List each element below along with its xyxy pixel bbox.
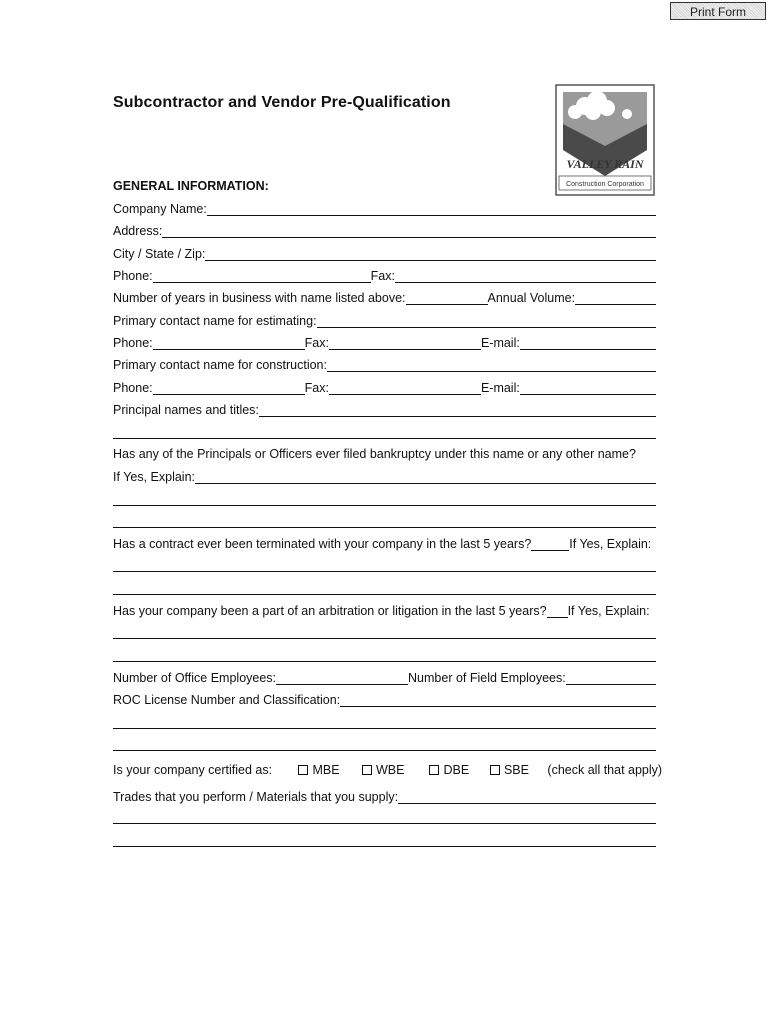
contact-estimating-label: Primary contact name for estimating: xyxy=(113,314,317,328)
contact-construction-field[interactable] xyxy=(327,359,656,372)
phone-label: Phone: xyxy=(113,381,153,395)
estimating-email-field[interactable] xyxy=(520,337,656,350)
contact-estimating-row xyxy=(113,312,656,328)
trades-line-1[interactable] xyxy=(113,823,656,824)
if-yes-explain-label: If Yes, Explain: xyxy=(569,537,652,551)
sbe-label: SBE xyxy=(503,763,529,777)
principals-field[interactable] xyxy=(259,404,656,417)
construction-email-field[interactable] xyxy=(520,382,656,395)
bankruptcy-explain-row xyxy=(113,468,656,484)
estimating-phone-field[interactable] xyxy=(153,337,305,350)
trades-field[interactable] xyxy=(398,791,656,804)
dbe-checkbox[interactable] xyxy=(429,765,439,775)
arbitration-answer-field[interactable] xyxy=(547,605,568,618)
terminated-line-2[interactable] xyxy=(113,594,656,595)
print-form-button[interactable]: Print Form xyxy=(670,2,766,20)
contact-estimating-field[interactable] xyxy=(317,315,656,328)
contact-construction-row xyxy=(113,356,656,372)
arbitration-question: Has your company been a part of an arbitration or litigation in the last 5 years? xyxy=(113,604,547,618)
principals-label: Principal names and titles: xyxy=(113,403,259,417)
dbe-label: DBE xyxy=(443,763,470,777)
address-label: Address: xyxy=(113,224,163,238)
construction-phone-field[interactable] xyxy=(153,382,305,395)
office-employees-field[interactable] xyxy=(276,672,408,685)
phone-field[interactable] xyxy=(153,270,371,283)
arbitration-line-2[interactable] xyxy=(113,661,656,662)
terminated-line-1[interactable] xyxy=(113,571,656,572)
page-title: Subcontractor and Vendor Pre-Qualification xyxy=(113,94,451,111)
annual-volume-label: Annual Volume: xyxy=(487,291,576,305)
certification-row xyxy=(113,763,662,777)
years-in-business-label: Number of years in business with name listed above: xyxy=(113,291,406,305)
roc-license-label: ROC License Number and Classification: xyxy=(113,693,341,707)
if-yes-explain-label: If Yes, Explain: xyxy=(113,470,196,484)
phone-label: Phone: xyxy=(113,269,153,283)
fax-field[interactable] xyxy=(395,270,656,283)
estimating-phone-row xyxy=(113,334,656,350)
address-row xyxy=(113,222,656,238)
roc-license-line-1[interactable] xyxy=(113,728,656,729)
principals-extra-line[interactable] xyxy=(113,438,656,439)
phone-label: Phone: xyxy=(113,336,153,350)
trades-label: Trades that you perform / Materials that you supply: xyxy=(113,790,399,804)
contact-construction-label: Primary contact name for construction: xyxy=(113,358,327,372)
company-name-field[interactable] xyxy=(207,203,656,216)
field-employees-field[interactable] xyxy=(566,672,656,685)
field-employees-label: Number of Field Employees: xyxy=(408,671,566,685)
mbe-checkbox[interactable] xyxy=(298,765,308,775)
section-heading: GENERAL INFORMATION: xyxy=(113,179,269,193)
fax-label: Fax: xyxy=(370,269,395,283)
fax-label: Fax: xyxy=(304,381,329,395)
svg-text:Construction Corporation: Construction Corporation xyxy=(566,181,644,188)
bankruptcy-line-1[interactable] xyxy=(113,505,656,506)
arbitration-row xyxy=(113,602,656,618)
svg-text:VALLEY RAIN: VALLEY RAIN xyxy=(566,157,644,171)
roc-license-field[interactable] xyxy=(340,694,656,707)
mbe-label: MBE xyxy=(312,763,340,777)
wbe-checkbox[interactable] xyxy=(362,765,372,775)
email-label: E-mail: xyxy=(480,336,520,350)
company-name-label: Company Name: xyxy=(113,202,207,216)
principals-row xyxy=(113,401,656,417)
wbe-label: WBE xyxy=(375,763,405,777)
bankruptcy-explain-field[interactable] xyxy=(195,471,656,484)
certification-note: (check all that apply) xyxy=(547,763,663,777)
annual-volume-field[interactable] xyxy=(575,292,656,305)
roc-license-line-2[interactable] xyxy=(113,750,656,751)
terminated-answer-field[interactable] xyxy=(531,538,569,551)
trades-row xyxy=(113,788,656,804)
employees-row xyxy=(113,669,656,685)
city-state-zip-field[interactable] xyxy=(205,248,656,261)
city-state-zip-row xyxy=(113,245,656,261)
terminated-row xyxy=(113,535,656,551)
sbe-checkbox[interactable] xyxy=(490,765,500,775)
terminated-question: Has a contract ever been terminated with your company in the last 5 years? xyxy=(113,537,532,551)
years-volume-row xyxy=(113,289,656,305)
construction-fax-field[interactable] xyxy=(329,382,481,395)
construction-phone-row xyxy=(113,379,656,395)
valley-rain-logo xyxy=(555,84,655,196)
roc-license-row xyxy=(113,691,656,707)
address-field[interactable] xyxy=(162,225,656,238)
fax-label: Fax: xyxy=(304,336,329,350)
estimating-fax-field[interactable] xyxy=(329,337,481,350)
if-yes-explain-label: If Yes, Explain: xyxy=(567,604,650,618)
bankruptcy-question: Has any of the Principals or Officers ever filed bankruptcy under this name or any other name? xyxy=(113,447,636,461)
years-in-business-field[interactable] xyxy=(406,292,488,305)
city-state-zip-label: City / State / Zip: xyxy=(113,247,206,261)
arbitration-line-1[interactable] xyxy=(113,638,656,639)
email-label: E-mail: xyxy=(480,381,520,395)
company-name-row xyxy=(113,200,656,216)
trades-line-2[interactable] xyxy=(113,846,656,847)
phone-fax-row xyxy=(113,267,656,283)
office-employees-label: Number of Office Employees: xyxy=(113,671,277,685)
certification-label: Is your company certified as: xyxy=(113,763,273,777)
bankruptcy-line-2[interactable] xyxy=(113,527,656,528)
